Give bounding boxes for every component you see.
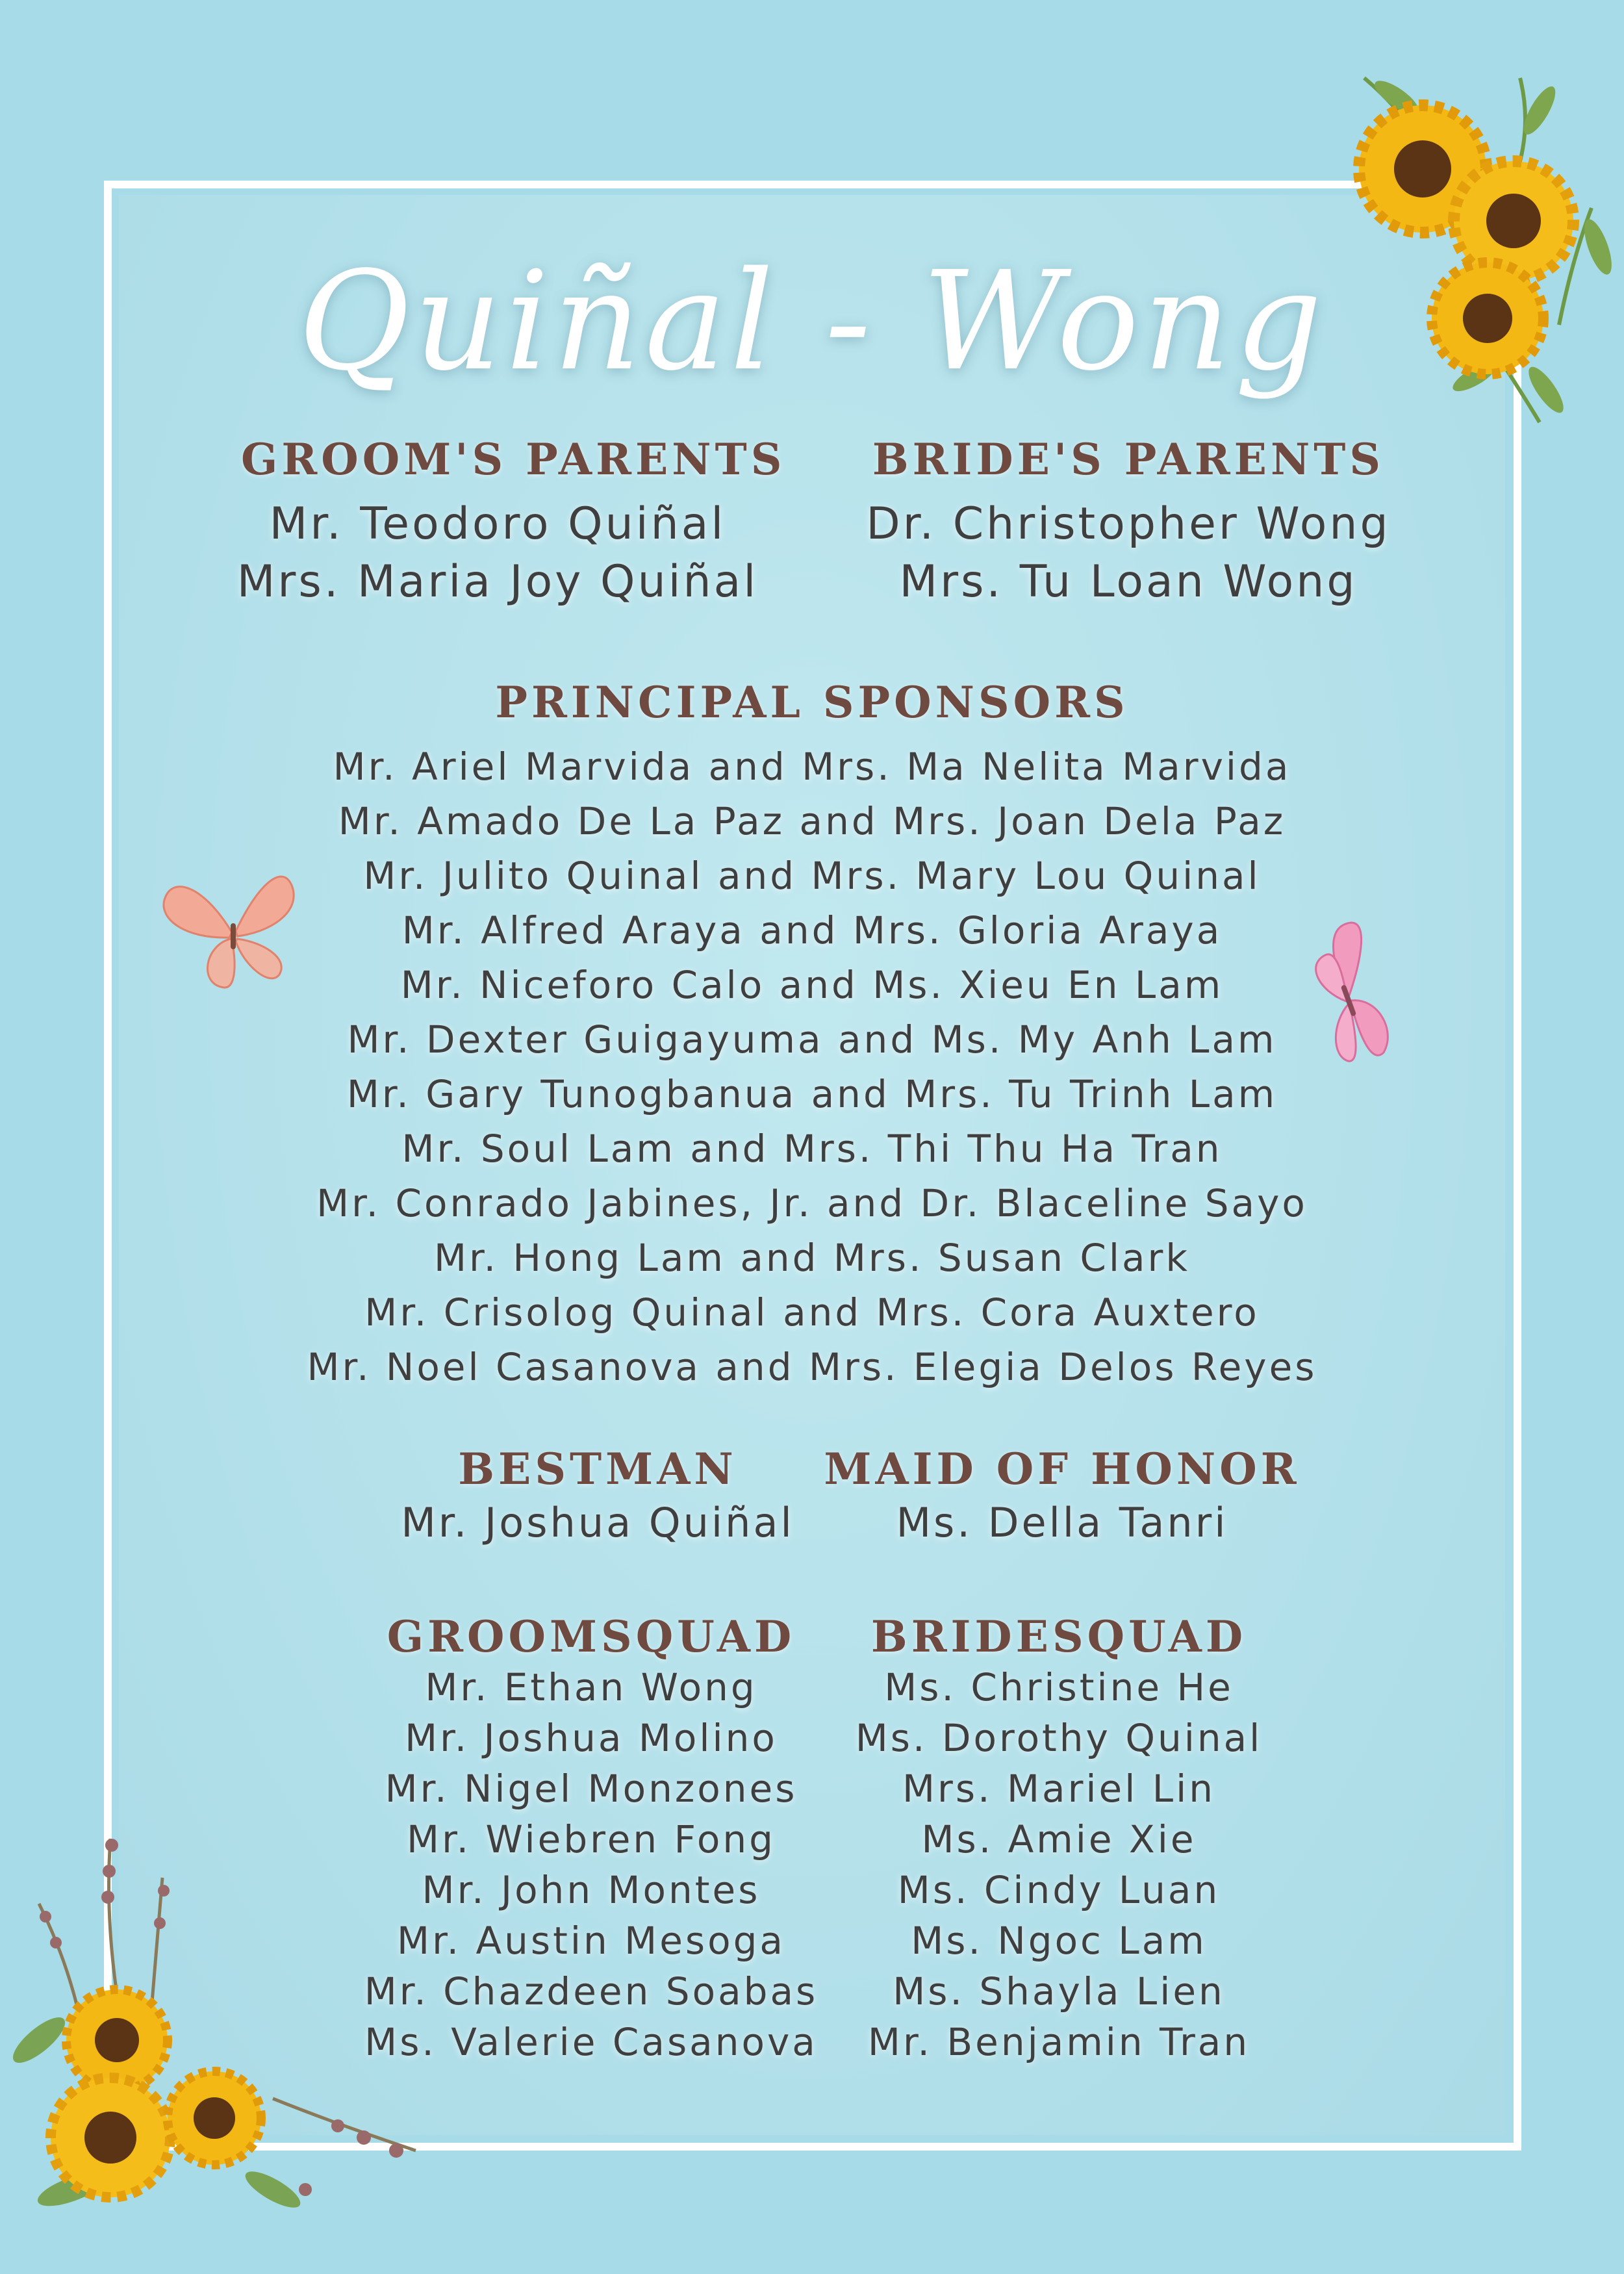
maid-of-honor-heading: MAID OF HONOR <box>824 1444 1300 1494</box>
name-line: Mr. Ariel Marvida and Mrs. Ma Nelita Marvida <box>333 745 1291 789</box>
name-line: Mr. Crisolog Quinal and Mrs. Cora Auxtero <box>364 1290 1260 1335</box>
principal-sponsors-list <box>162 739 1462 1394</box>
name-line: Mr. Soul Lam and Mrs. Thi Thu Ha Tran <box>401 1127 1223 1171</box>
name-line: Mr. Benjamin Tran <box>867 2020 1250 2064</box>
name-line: Mrs. Mariel Lin <box>902 1767 1215 1811</box>
bestman-list <box>364 1496 831 1550</box>
name-line: Mr. Alfred Araya and Mrs. Gloria Araya <box>401 908 1223 952</box>
bride-parents-heading: BRIDE'S PARENTS <box>872 434 1385 485</box>
name-line: Mr. Joshua Molino <box>405 1716 778 1760</box>
name-line: Mr. Niceforo Calo and Ms. Xieu En Lam <box>400 963 1224 1007</box>
name-line: Ms. Dorothy Quinal <box>855 1716 1263 1760</box>
sunflower-bouquet-bottom-left-icon <box>0 1826 455 2229</box>
principal-sponsors-heading: PRINCIPAL SPONSORS <box>495 677 1129 728</box>
name-line: Ms. Amie Xie <box>921 1817 1197 1861</box>
name-line: Mr. Amado De La Paz and Mrs. Joan Dela Paz <box>338 799 1286 843</box>
name-line: Mr. John Montes <box>422 1868 761 1912</box>
name-line: Mr. Conrado Jabines, Jr. and Dr. Blaceline Sayo <box>316 1181 1308 1225</box>
name-line: Ms. Della Tanri <box>896 1499 1228 1546</box>
name-line: Mr. Nigel Monzones <box>385 1767 798 1811</box>
maid-of-honor-list <box>812 1496 1312 1550</box>
name-line: Mr. Julito Quinal and Mrs. Mary Lou Quinal <box>363 854 1261 898</box>
bride-parents-list <box>836 495 1421 611</box>
name-line: Mrs. Tu Loan Wong <box>899 556 1358 607</box>
name-line: Ms. Valerie Casanova <box>364 2020 818 2064</box>
groomsquad-heading: GROOMSQUAD <box>387 1611 796 1662</box>
pink-butterfly-icon <box>1306 919 1397 1066</box>
name-line: Mr. Teodoro Quiñal <box>269 498 726 550</box>
bridesquad-list <box>825 1662 1293 2067</box>
bridesquad-heading: BRIDESQUAD <box>870 1611 1247 1662</box>
name-line: Dr. Christopher Wong <box>866 498 1391 550</box>
name-line: Mr. Dexter Guigayuma and Ms. My Anh Lam <box>347 1017 1277 1062</box>
name-line: Mr. Ethan Wong <box>425 1665 757 1709</box>
couple-title: Quiñal - Wong <box>298 242 1326 401</box>
name-line: Ms. Shayla Lien <box>893 1969 1225 2013</box>
name-line: Mr. Chazdeen Soabas <box>364 1969 818 2013</box>
sunflower-bouquet-top-right-icon <box>1325 52 1624 429</box>
bestman-heading: BESTMAN <box>458 1444 737 1494</box>
name-line: Mr. Austin Mesoga <box>397 1919 785 1963</box>
groom-parents-heading: GROOM'S PARENTS <box>241 434 786 485</box>
name-line: Mr. Gary Tunogbanua and Mrs. Tu Trinh Lam <box>346 1072 1278 1116</box>
name-line: Mr. Wiebren Fong <box>407 1817 776 1861</box>
groom-parents-list <box>215 495 780 611</box>
peach-butterfly-icon <box>159 861 305 994</box>
name-line: Mr. Joshua Quiñal <box>401 1499 794 1546</box>
name-line: Ms. Ngoc Lam <box>911 1919 1207 1963</box>
name-line: Mrs. Maria Joy Quiñal <box>236 556 759 607</box>
name-line: Ms. Christine He <box>884 1665 1234 1709</box>
name-line: Ms. Cindy Luan <box>897 1868 1221 1912</box>
name-line: Mr. Noel Casanova and Mrs. Elegia Delos Reyes <box>307 1345 1317 1389</box>
name-line: Mr. Hong Lam and Mrs. Susan Clark <box>434 1236 1190 1280</box>
